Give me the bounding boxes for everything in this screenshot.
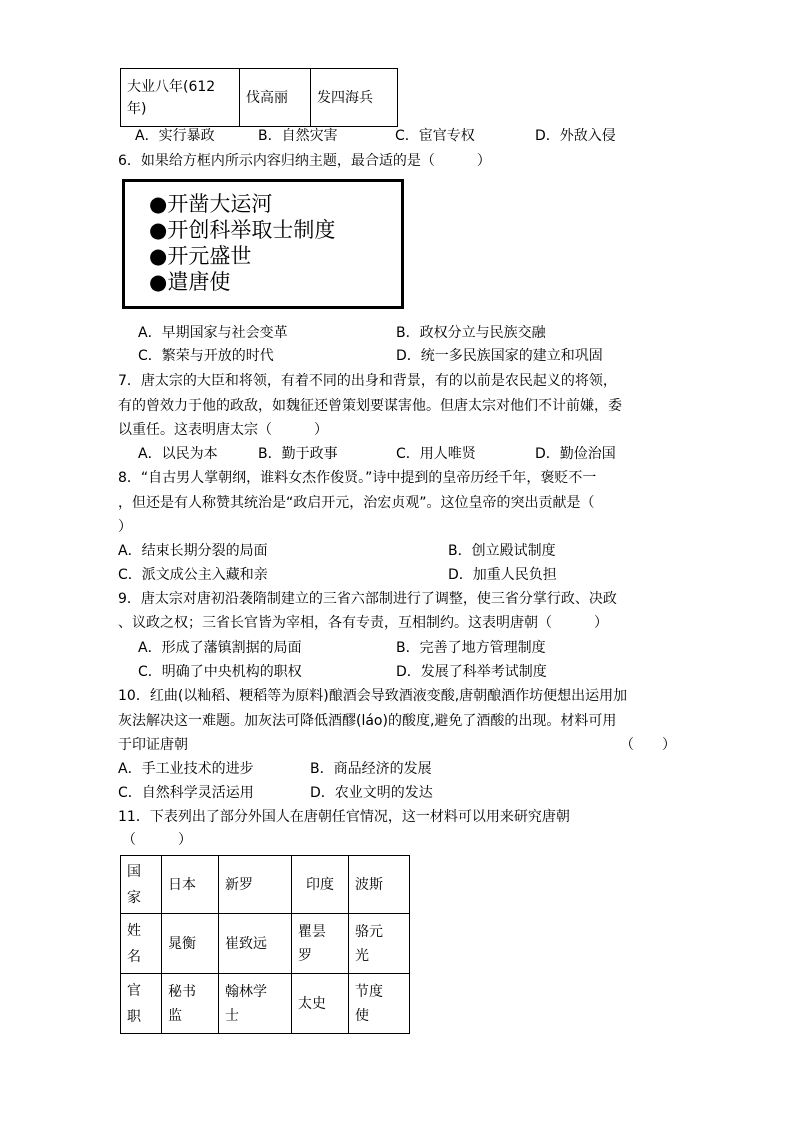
officials-table — [120, 855, 410, 1034]
officials-cell: 节度 使 — [349, 974, 410, 1034]
reign-table-year-cell — [121, 69, 240, 127]
q10-option-a: A．手工业技术的进步 — [118, 761, 254, 777]
q8-option-d: D．加重人民负担 — [448, 567, 557, 583]
officials-cell: 国 家 — [121, 856, 162, 914]
q9-option-a: A．形成了藩镇割据的局面 — [138, 640, 302, 656]
q10-line-3: 于印证唐朝 — [118, 737, 188, 753]
q10-answer-bracket: （ ） — [620, 737, 676, 753]
q9-option-b: B．完善了地方管理制度 — [396, 640, 546, 656]
officials-cell: 印度 — [292, 856, 349, 914]
q6-stem: 6．如果给方框内所示内容归纳主题，最合适的是（ ） — [118, 153, 491, 169]
q5-option-a: A．实行暴政 — [135, 128, 215, 144]
q8-line-3: ） — [118, 519, 132, 535]
q7-option-b: B．勤于政事 — [258, 446, 338, 462]
q9-option-c: C．明确了中央机构的职权 — [138, 664, 302, 680]
officials-cell: 秘书 监 — [162, 974, 219, 1034]
q5-option-d: D．外敌入侵 — [535, 128, 616, 144]
q7-option-c: C．用人唯贤 — [396, 446, 476, 462]
q9-line-1: 9．唐太宗对唐初沿袭隋制建立的三省六部制进行了调整，使三省分掌行政、决政 — [118, 591, 617, 607]
q10-option-c: C．自然科学灵活运用 — [118, 785, 254, 801]
q8-line-1: 8．“自古男人掌朝纲，谁料女杰作俊贤。”诗中提到的皇帝历经千年，褒贬不一 — [118, 470, 597, 486]
officials-cell: 新罗 — [219, 856, 292, 914]
q6-option-a: A．早期国家与社会变革 — [138, 325, 288, 341]
q11-line-2: （ ） — [122, 832, 192, 848]
q6-box-item-4: ●遣唐使 — [149, 270, 231, 294]
q6-option-c: C．繁荣与开放的时代 — [138, 348, 274, 364]
q8-option-a: A．结束长期分裂的局面 — [118, 543, 268, 559]
q6-box-item-1: ●开凿大运河 — [149, 192, 273, 216]
q9-line-2: 、议政之权；三省长官皆为宰相，各有专责，互相制约。这表明唐朝（ ） — [118, 615, 608, 631]
q8-option-b: B．创立殿试制度 — [448, 543, 556, 559]
q10-option-d: D．农业文明的发达 — [310, 785, 433, 801]
reign-table — [120, 68, 398, 127]
q6-option-b: B．政权分立与民族交融 — [396, 325, 546, 341]
officials-table-row-name — [121, 914, 410, 974]
q9-option-d: D．发展了科举考试制度 — [396, 664, 547, 680]
q10-line-2: 灰法解决这一难题。加灰法可降低酒醪(láo)的酸度,避免了酒酸的出现。材料可用 — [118, 713, 617, 729]
officials-cell: 官 职 — [121, 974, 162, 1034]
q10-line-1: 10．红曲(以籼稻、粳稻等为原料)酿酒会导致酒液变酸,唐朝酿酒作坊便想出运用加 — [118, 688, 628, 704]
q8-line-2: ，但还是有人称赞其统治是“政启开元，治宏贞观”。这位皇帝的突出贡献是（ — [118, 495, 595, 511]
q5-option-b: B．自然灾害 — [258, 128, 338, 144]
officials-cell: 瞿昙 罗 — [292, 914, 349, 974]
reign-table-event-cell: 伐高丽 — [240, 69, 311, 127]
officials-cell: 波斯 — [349, 856, 410, 914]
officials-table-row-country — [121, 856, 410, 914]
officials-cell: 翰林学 士 — [219, 974, 292, 1034]
q7-line-1: 7．唐太宗的大臣和将领，有着不同的出身和背景，有的以前是农民起义的将领， — [118, 373, 617, 389]
reign-table-detail-cell: 发四海兵 — [311, 69, 398, 127]
officials-cell: 晁衡 — [162, 914, 219, 974]
q6-box-item-3: ●开元盛世 — [149, 244, 252, 268]
q7-line-2: 有的曾效力于他的政敌，如魏征还曾策划要谋害他。但唐太宗对他们不计前嫌，委 — [118, 398, 622, 414]
officials-cell: 日本 — [162, 856, 219, 914]
q10-option-b: B．商品经济的发展 — [310, 761, 432, 777]
reign-year-line2: 年) — [127, 100, 147, 117]
officials-table-row-post — [121, 974, 410, 1034]
q11-line-1: 11．下表列出了部分外国人在唐朝任官情况，这一材料可以用来研究唐朝 — [118, 809, 570, 825]
q6-option-d: D．统一多民族国家的建立和巩固 — [396, 348, 603, 364]
officials-cell: 崔致远 — [219, 914, 292, 974]
q6-content-box — [122, 179, 404, 309]
q5-option-c: C．宦官专权 — [395, 128, 475, 144]
officials-cell: 骆元 光 — [349, 914, 410, 974]
reign-year-line1: 大业八年(612 — [127, 78, 216, 95]
officials-cell: 姓 名 — [121, 914, 162, 974]
q8-option-c: C．派文成公主入藏和亲 — [118, 567, 268, 583]
q7-option-d: D．勤俭治国 — [535, 446, 616, 462]
q7-option-a: A．以民为本 — [138, 446, 218, 462]
officials-cell: 太史 — [292, 974, 349, 1034]
q7-line-3: 以重任。这表明唐太宗（ ） — [118, 422, 328, 438]
q6-box-item-2: ●开创科举取士制度 — [149, 218, 336, 242]
